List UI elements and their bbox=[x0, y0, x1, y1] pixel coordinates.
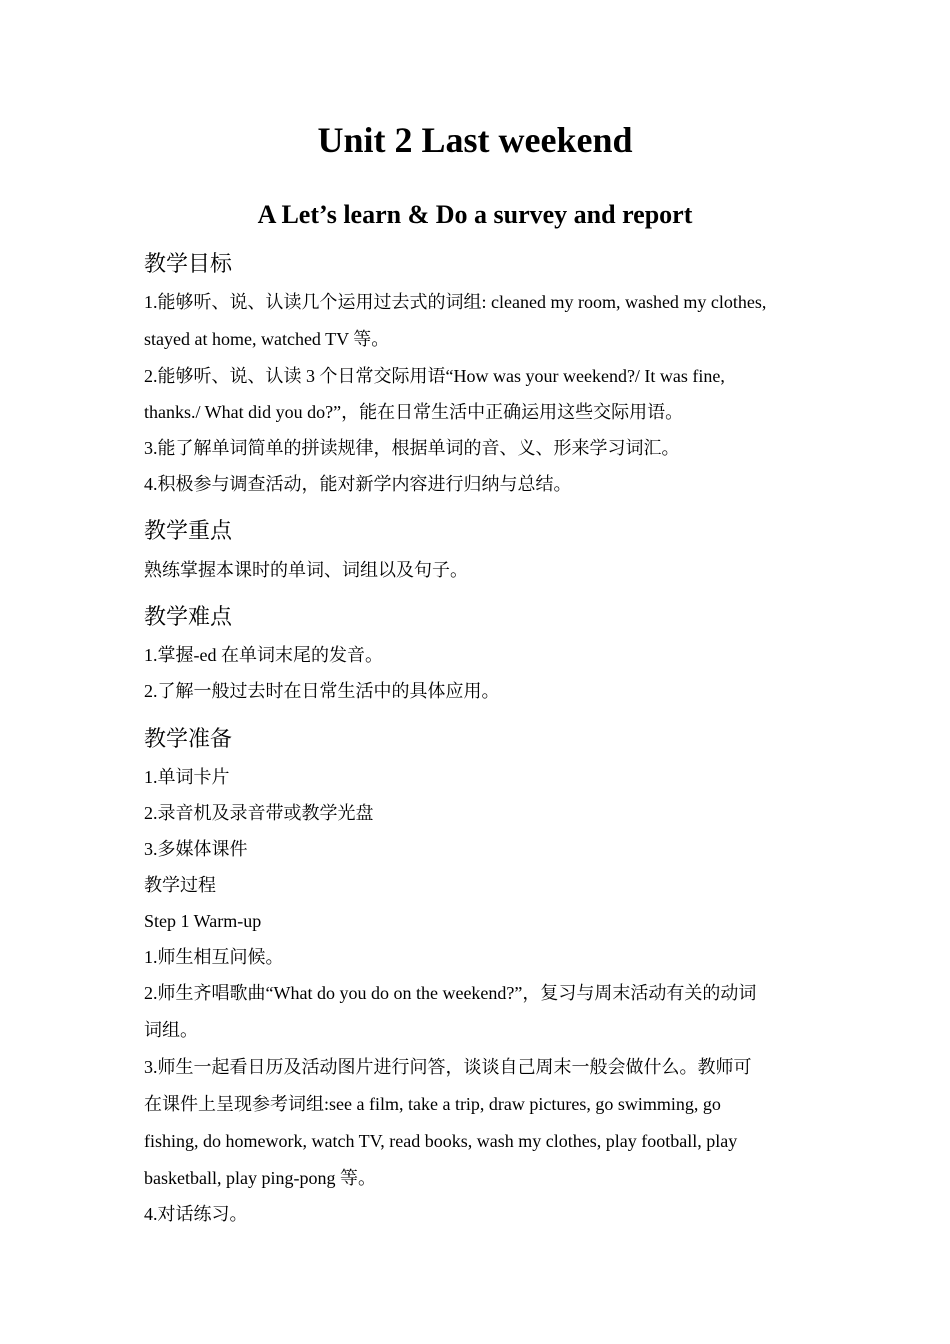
objectives-line-5: 3.能了解单词简单的拼读规律，根据单词的音、义、形来学习词汇。 bbox=[144, 438, 680, 458]
objectives-line-1: 1.能够听、说、认读几个运用过去式的词组: cleaned my room, washed my clothes, bbox=[144, 292, 767, 312]
objectives-line-6: 4.积极参与调查活动，能对新学内容进行归纳与总结。 bbox=[144, 474, 572, 494]
process-line-2: 1.师生相互问候。 bbox=[144, 947, 284, 967]
preparation-line-1: 1.单词卡片 bbox=[144, 767, 230, 787]
process-line-7: fishing, do homework, watch TV, read books, wash my clothes, play football, play bbox=[144, 1131, 738, 1151]
difficulties-line-1: 1.掌握-ed 在单词末尾的发音。 bbox=[144, 645, 383, 665]
objectives-line-4: thanks./ What did you do?”，能在日常生活中正确运用这些交际用语。 bbox=[144, 402, 684, 422]
process-line-8: basketball, play ping-pong 等。 bbox=[144, 1168, 376, 1188]
process-line-1: Step 1 Warm-up bbox=[144, 911, 262, 931]
process-line-5: 3.师生一起看日历及活动图片进行问答，谈谈自己周末一般会做什么。教师可 bbox=[144, 1057, 752, 1077]
process-line-9: 4.对话练习。 bbox=[144, 1204, 248, 1224]
difficulties-line-2: 2.了解一般过去时在日常生活中的具体应用。 bbox=[144, 681, 500, 701]
key-points-heading: 教学重点 bbox=[144, 519, 233, 544]
process-heading: 教学过程 bbox=[144, 875, 216, 895]
objectives-heading: 教学目标 bbox=[144, 252, 233, 277]
process-line-4: 词组。 bbox=[144, 1020, 198, 1040]
preparation-line-2: 2.录音机及录音带或教学光盘 bbox=[144, 803, 374, 823]
preparation-heading: 教学准备 bbox=[144, 727, 233, 752]
preparation-line-3: 3.多媒体课件 bbox=[144, 839, 248, 859]
process-line-3: 2.师生齐唱歌曲“What do you do on the weekend?”，复习与周末活动有关的动词 bbox=[144, 983, 757, 1003]
lesson-subtitle: A Let’s learn & Do a survey and report bbox=[257, 200, 693, 229]
document-title: Unit 2 Last weekend bbox=[317, 120, 633, 160]
objectives-line-2: stayed at home, watched TV 等。 bbox=[144, 329, 390, 349]
objectives-line-3: 2.能够听、说、认读 3 个日常交际用语“How was your weekend?/ It was fine, bbox=[144, 366, 725, 386]
process-line-6: 在课件上呈现参考词组:see a film, take a trip, draw pictures, go swimming, go bbox=[144, 1094, 721, 1114]
difficulties-heading: 教学难点 bbox=[144, 605, 233, 630]
key-points-line-1: 熟练掌握本课时的单词、词组以及句子。 bbox=[144, 560, 468, 580]
